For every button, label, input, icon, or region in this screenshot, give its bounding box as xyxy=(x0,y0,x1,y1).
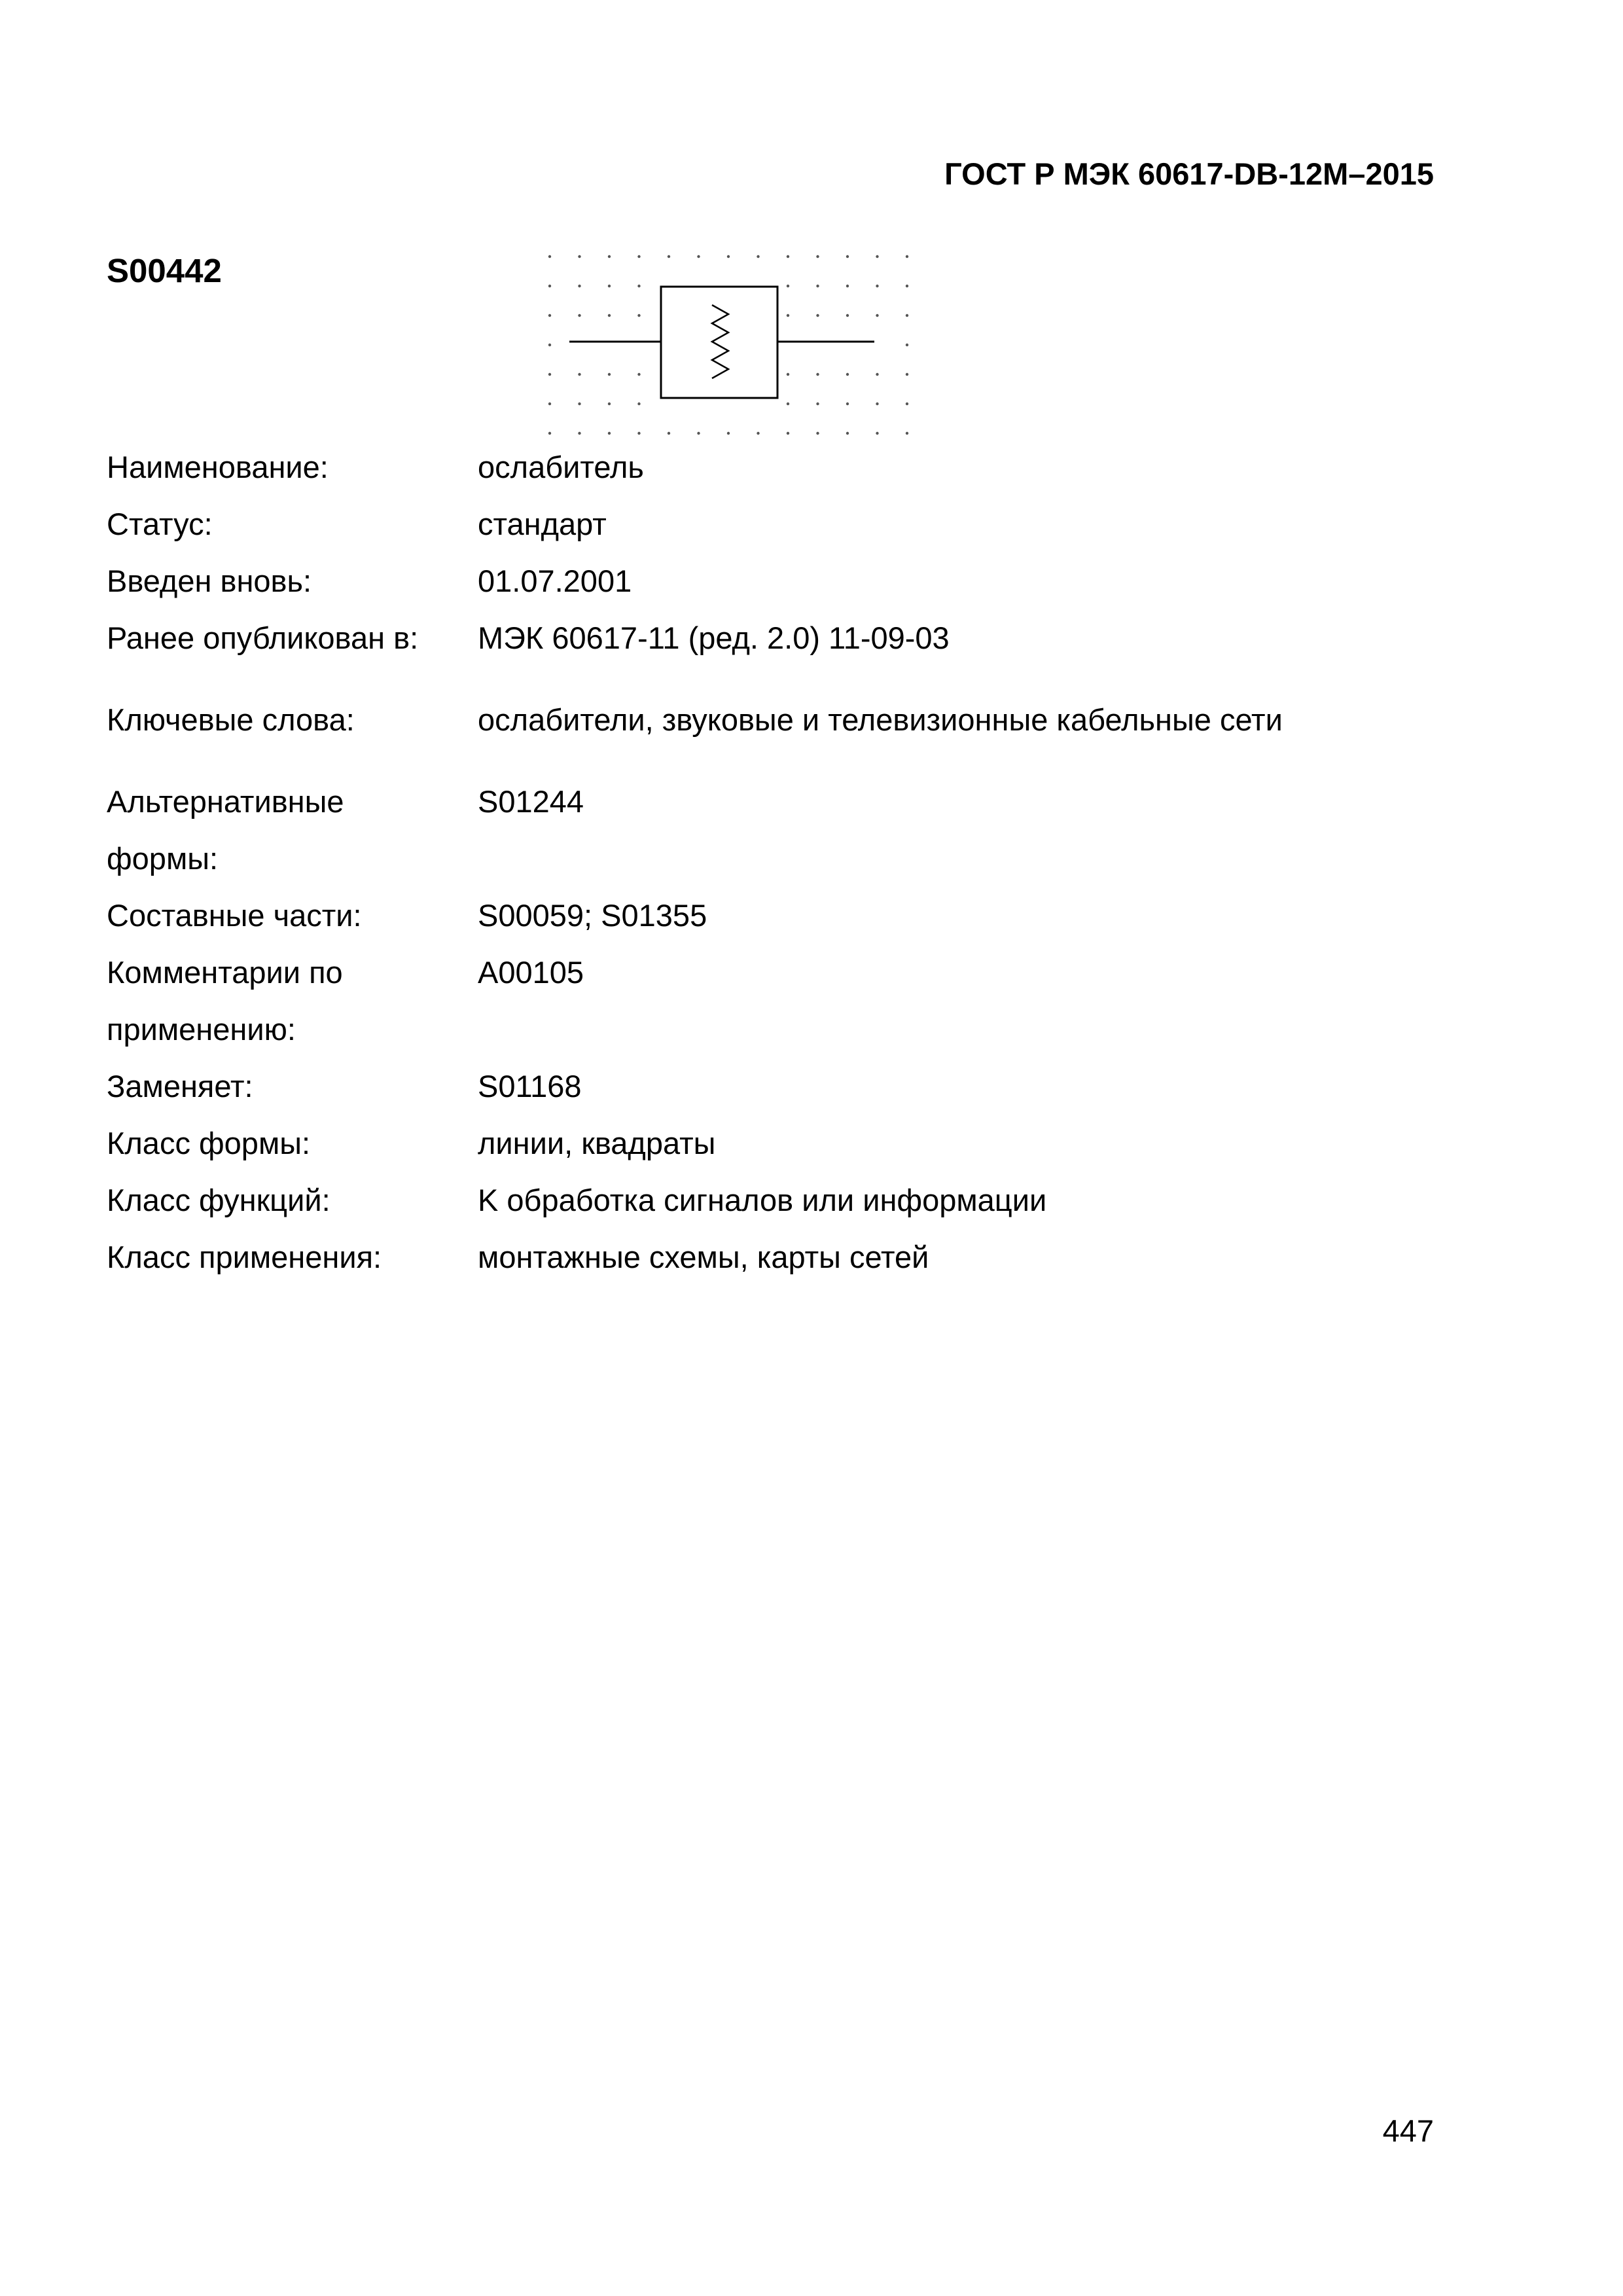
attenuator-box xyxy=(661,287,777,398)
field-value: стандарт xyxy=(478,507,607,541)
grid-dot xyxy=(548,373,551,376)
grid-dot xyxy=(637,285,640,287)
field-row-name xyxy=(107,439,1283,495)
grid-dot xyxy=(578,285,580,287)
field-label-multiline xyxy=(107,944,478,1058)
grid-dot xyxy=(697,432,700,435)
grid-dot xyxy=(816,432,819,435)
field-label: Ранее опубликован в: xyxy=(107,620,419,655)
field-value: S01244 xyxy=(478,784,584,819)
grid-dot xyxy=(757,432,759,435)
grid-dot xyxy=(846,432,849,435)
grid-dot xyxy=(846,285,849,287)
grid-dot xyxy=(876,314,878,317)
grid-dot xyxy=(906,344,908,346)
field-label: Класс формы: xyxy=(107,1126,311,1160)
attenuator-symbol xyxy=(569,287,874,398)
field-label: Ключевые слова: xyxy=(107,702,355,737)
grid-dot xyxy=(906,373,908,376)
field-value: МЭК 60617-11 (ред. 2.0) 11-09-03 xyxy=(478,620,950,655)
grid-dot xyxy=(876,403,878,405)
grid-dot xyxy=(757,255,759,258)
field-label-line: Комментарии по xyxy=(107,955,343,990)
grid-dot xyxy=(787,314,789,317)
attenuator-symbol-figure xyxy=(542,243,915,440)
grid-dot xyxy=(906,255,908,258)
field-label: Наименование: xyxy=(107,450,329,484)
zigzag-resistor-icon xyxy=(712,305,728,378)
field-label: Составные части: xyxy=(107,898,362,933)
grid-dot xyxy=(846,403,849,405)
field-value: ослабитель xyxy=(478,450,644,484)
grid-dot xyxy=(578,432,580,435)
grid-dot xyxy=(876,285,878,287)
field-value: S01168 xyxy=(478,1069,582,1103)
grid-dot xyxy=(876,255,878,258)
symbol-id: S00442 xyxy=(107,252,222,289)
grid-dot xyxy=(637,314,640,317)
grid-dot xyxy=(697,255,700,258)
grid-dot xyxy=(608,373,611,376)
grid-dot xyxy=(608,285,611,287)
grid-dot xyxy=(846,255,849,258)
grid-dot xyxy=(637,373,640,376)
field-value: монтажные схемы, карты сетей xyxy=(478,1240,929,1274)
field-label: Введен вновь: xyxy=(107,564,312,598)
field-value: ослабители, звуковые и телевизионные кабельные сети xyxy=(478,702,1283,737)
grid-dot xyxy=(787,432,789,435)
field-row-function-class xyxy=(107,1172,1283,1229)
grid-dot xyxy=(548,432,551,435)
grid-dot xyxy=(608,314,611,317)
grid-dot xyxy=(637,403,640,405)
field-label: Класс применения: xyxy=(107,1240,382,1274)
field-label: Класс функций: xyxy=(107,1183,330,1217)
page-number: 447 xyxy=(1382,2113,1434,2148)
field-label-line: формы: xyxy=(107,841,219,876)
grid-dot xyxy=(816,255,819,258)
field-value: S00059; S01355 xyxy=(478,898,707,933)
field-label-multiline xyxy=(107,773,478,887)
field-row-alternative-forms xyxy=(107,773,1283,887)
grid-dot xyxy=(727,255,730,258)
grid-dot xyxy=(668,255,670,258)
field-label: Статус: xyxy=(107,507,213,541)
field-row-shape-class xyxy=(107,1115,1283,1172)
grid-dot xyxy=(578,255,580,258)
field-row-status xyxy=(107,495,1283,552)
grid-dot xyxy=(787,285,789,287)
grid-dot xyxy=(906,285,908,287)
field-row-replaces xyxy=(107,1058,1283,1115)
field-row-previously-published xyxy=(107,609,1283,666)
field-row-components xyxy=(107,887,1283,944)
grid-dot xyxy=(668,432,670,435)
field-value: линии, квадраты xyxy=(478,1126,716,1160)
grid-dot xyxy=(608,255,611,258)
field-table xyxy=(107,439,1283,1285)
grid-dot xyxy=(816,403,819,405)
field-value: K обработка сигналов или информации xyxy=(478,1183,1047,1217)
grid-dot xyxy=(876,432,878,435)
grid-dot xyxy=(876,373,878,376)
grid-dot xyxy=(608,403,611,405)
grid-dot xyxy=(816,373,819,376)
field-value: 01.07.2001 xyxy=(478,564,632,598)
grid-dot xyxy=(578,373,580,376)
field-row-introduced xyxy=(107,552,1283,609)
field-label-line: применению: xyxy=(107,1012,296,1047)
grid-dot xyxy=(548,255,551,258)
grid-dot xyxy=(578,403,580,405)
grid-dot xyxy=(906,314,908,317)
grid-dot xyxy=(906,403,908,405)
grid-dot xyxy=(608,432,611,435)
grid-dot xyxy=(548,344,551,346)
grid-dot xyxy=(637,255,640,258)
field-label: Заменяет: xyxy=(107,1069,253,1103)
grid-dot xyxy=(816,314,819,317)
grid-dot xyxy=(727,432,730,435)
grid-dot xyxy=(548,314,551,317)
grid-dot xyxy=(846,373,849,376)
grid-dot xyxy=(637,432,640,435)
grid-dot xyxy=(816,285,819,287)
grid-dot xyxy=(787,373,789,376)
grid-dot xyxy=(906,432,908,435)
grid-dot xyxy=(548,285,551,287)
field-row-application-notes xyxy=(107,944,1283,1058)
field-row-keywords xyxy=(107,691,1283,748)
grid-dot xyxy=(548,403,551,405)
grid-dot xyxy=(787,403,789,405)
grid-dot xyxy=(846,314,849,317)
grid-dot xyxy=(787,255,789,258)
grid-dots xyxy=(548,255,908,435)
grid-dot xyxy=(578,314,580,317)
field-row-application-class xyxy=(107,1229,1283,1285)
field-value: A00105 xyxy=(478,955,584,990)
standard-code: ГОСТ Р МЭК 60617-DB-12M–2015 xyxy=(944,156,1434,191)
field-label-line: Альтернативные xyxy=(107,784,344,819)
